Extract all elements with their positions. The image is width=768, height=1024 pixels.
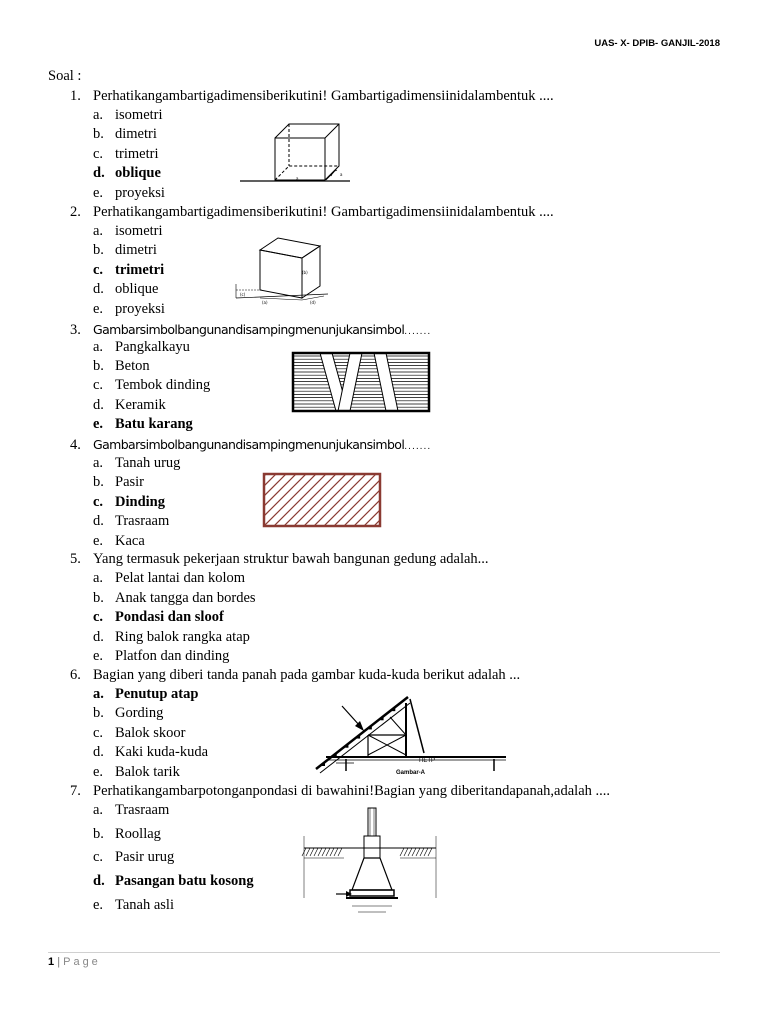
- option-letter: b.: [93, 126, 104, 142]
- option-text: Pasir urug: [115, 849, 175, 865]
- option-text: isometri: [115, 223, 163, 239]
- option-4c-answer: [93, 494, 165, 511]
- option-letter: e.: [93, 648, 104, 664]
- option-text: Pasangan batu kosong: [115, 873, 254, 889]
- truss-beam-label: TIETP: [418, 758, 436, 764]
- option-6d: [93, 744, 208, 761]
- question-text: Perhatikangambartigadimensiberikutini! Gambartigadimensiinidalambentuk ....: [93, 204, 554, 220]
- option-text: Gording: [115, 705, 164, 721]
- option-6b: [93, 705, 163, 722]
- option-5d: [93, 629, 250, 646]
- option-letter: a.: [93, 223, 104, 239]
- option-2e: [93, 301, 165, 318]
- question-7: [70, 783, 610, 800]
- svg-text:a: a: [296, 176, 299, 181]
- question-2: [70, 204, 554, 221]
- svg-text:(c): (c): [240, 292, 246, 297]
- option-3a: [93, 339, 190, 356]
- option-4d: [93, 513, 169, 530]
- wall-hatch-symbol-figure: [262, 472, 382, 528]
- option-5a: [93, 570, 245, 587]
- option-3e-answer: [93, 416, 193, 433]
- oblique-cube-figure: [238, 118, 364, 186]
- option-6c: [93, 725, 185, 742]
- option-text: oblique: [115, 281, 159, 297]
- option-letter: b.: [93, 474, 104, 490]
- svg-text:(d): (d): [310, 300, 316, 305]
- question-text: Yang termasuk pekerjaan struktur bawah bangunan gedung adalah...: [93, 551, 489, 567]
- option-text: proyeksi: [115, 301, 165, 317]
- option-text: Tanah urug: [115, 455, 181, 471]
- option-text: Pondasi dan sloof: [115, 609, 224, 625]
- option-text: Tanah asli: [115, 897, 174, 913]
- option-5b: [93, 590, 256, 607]
- option-2a: [93, 223, 163, 240]
- option-letter: b.: [93, 826, 104, 842]
- option-letter: c.: [93, 609, 104, 625]
- option-text: Trasraam: [115, 513, 170, 529]
- option-5e: [93, 648, 229, 665]
- option-6e: [93, 764, 180, 781]
- question-number: 7.: [70, 783, 81, 799]
- option-text: Ring balok rangka atap: [115, 629, 250, 645]
- option-7a: [93, 802, 169, 819]
- option-letter: b.: [93, 242, 104, 258]
- option-letter: d.: [93, 165, 105, 181]
- option-4a: [93, 455, 180, 472]
- option-text: dimetri: [115, 242, 157, 258]
- option-text: Beton: [115, 358, 150, 374]
- option-text: Kaki kuda-kuda: [115, 744, 209, 760]
- option-letter: e.: [93, 301, 104, 317]
- question-4: [70, 437, 431, 454]
- option-letter: d.: [93, 744, 104, 760]
- option-letter: d.: [93, 873, 105, 889]
- option-text: proyeksi: [115, 185, 165, 201]
- option-letter: e.: [93, 185, 104, 201]
- question-1: [70, 88, 554, 105]
- option-letter: c.: [93, 494, 104, 510]
- option-7b: [93, 826, 161, 843]
- question-number: 5.: [70, 551, 81, 567]
- svg-text:a: a: [340, 172, 343, 177]
- truss-caption: Gambar-A: [396, 770, 426, 776]
- option-letter: c.: [93, 849, 104, 865]
- option-1b: [93, 126, 157, 143]
- footer-separator: |: [57, 956, 61, 968]
- question-3: [70, 322, 431, 339]
- option-text: Anak tangga dan bordes: [115, 590, 256, 606]
- question-5: [70, 551, 489, 568]
- option-text: Platfon dan dinding: [115, 648, 230, 664]
- option-letter: a.: [93, 339, 104, 355]
- option-text: Balok tarik: [115, 764, 180, 780]
- option-text: Batu karang: [115, 416, 193, 432]
- option-letter: b.: [93, 705, 104, 721]
- option-text: Pasir: [115, 474, 144, 490]
- option-letter: c.: [93, 377, 104, 393]
- option-text: Balok skoor: [115, 725, 186, 741]
- option-letter: d.: [93, 281, 104, 297]
- svg-text:(b): (b): [302, 270, 308, 275]
- option-text: Dinding: [115, 494, 165, 510]
- option-1c: [93, 146, 159, 163]
- option-text: Pangkalkayu: [115, 339, 190, 355]
- question-number: 4.: [70, 437, 81, 453]
- page-number: 1: [48, 956, 55, 968]
- soal-label: Soal :: [48, 68, 82, 84]
- option-5c-answer: [93, 609, 224, 626]
- option-letter: c.: [93, 725, 104, 741]
- svg-text:(a): (a): [262, 300, 268, 305]
- option-text: Keramik: [115, 397, 166, 413]
- option-letter: d.: [93, 397, 104, 413]
- option-7d-answer: [93, 873, 254, 890]
- page-footer: [48, 956, 101, 968]
- foundation-section-figure: [300, 806, 440, 916]
- arrow-shaft: [342, 706, 360, 726]
- roof-truss-figure: [306, 693, 508, 779]
- question-text: Gambarsimbolbangunandisampingmenunjukansimbol: [93, 322, 405, 337]
- option-letter: a.: [93, 686, 104, 702]
- option-text: isometri: [115, 107, 163, 123]
- question-dots: .......: [404, 442, 432, 452]
- option-text: Kaca: [115, 533, 145, 549]
- question-text: Perhatikangambarpotonganpondasi di bawahini!Bagian yang diberitandapanah,adalah ....: [93, 783, 611, 799]
- option-7e: [93, 897, 174, 914]
- question-text: Bagian yang diberi tanda panah pada gambar kuda-kuda berikut adalah ...: [93, 667, 521, 683]
- option-text: Penutup atap: [115, 686, 199, 702]
- question-number: 1.: [70, 88, 81, 104]
- option-letter: d.: [93, 629, 104, 645]
- footer-divider: [48, 952, 720, 953]
- option-letter: a.: [93, 107, 104, 123]
- exam-header: UAS- X- DPIB- GANJIL-2018: [594, 38, 720, 49]
- option-1d-answer: [93, 165, 161, 182]
- option-letter: d.: [93, 513, 104, 529]
- question-6: [70, 667, 520, 684]
- option-3c: [93, 377, 210, 394]
- option-1e: [93, 185, 165, 202]
- option-2b: [93, 242, 157, 259]
- question-number: 2.: [70, 204, 81, 220]
- option-4b: [93, 474, 144, 491]
- question-text: Perhatikangambartigadimensiberikutini! Gambartigadimensiinidalambentuk ....: [93, 88, 554, 104]
- option-text: Trasraam: [115, 802, 170, 818]
- page-word: Page: [63, 956, 101, 968]
- option-letter: e.: [93, 416, 104, 432]
- option-letter: b.: [93, 358, 104, 374]
- option-text: trimetri: [115, 262, 165, 278]
- option-3d: [93, 397, 166, 414]
- option-text: Tembok dinding: [115, 377, 211, 393]
- option-2d: [93, 281, 159, 298]
- option-7c: [93, 849, 174, 866]
- timber-symbol-figure: [290, 350, 432, 414]
- option-1a: [93, 107, 163, 124]
- option-text: trimetri: [115, 146, 159, 162]
- option-text: Pelat lantai dan kolom: [115, 570, 246, 586]
- option-2c-answer: [93, 262, 164, 279]
- option-letter: b.: [93, 590, 104, 606]
- question-dots: .......: [404, 327, 432, 337]
- option-letter: c.: [93, 262, 104, 278]
- trimetric-cube-figure: [232, 232, 332, 306]
- question-text: Gambarsimbolbangunandisampingmenunjukansimbol: [93, 437, 405, 452]
- option-4e: [93, 533, 145, 550]
- option-letter: e.: [93, 533, 104, 549]
- option-letter: e.: [93, 897, 104, 913]
- option-text: oblique: [115, 165, 161, 181]
- option-letter: a.: [93, 802, 104, 818]
- option-letter: a.: [93, 455, 104, 471]
- option-6a-answer: [93, 686, 198, 703]
- option-text: Roollag: [115, 826, 161, 842]
- option-3b: [93, 358, 150, 375]
- option-letter: a.: [93, 570, 104, 586]
- question-number: 3.: [70, 322, 81, 338]
- option-letter: c.: [93, 146, 104, 162]
- option-letter: e.: [93, 764, 104, 780]
- option-text: dimetri: [115, 126, 157, 142]
- question-number: 6.: [70, 667, 81, 683]
